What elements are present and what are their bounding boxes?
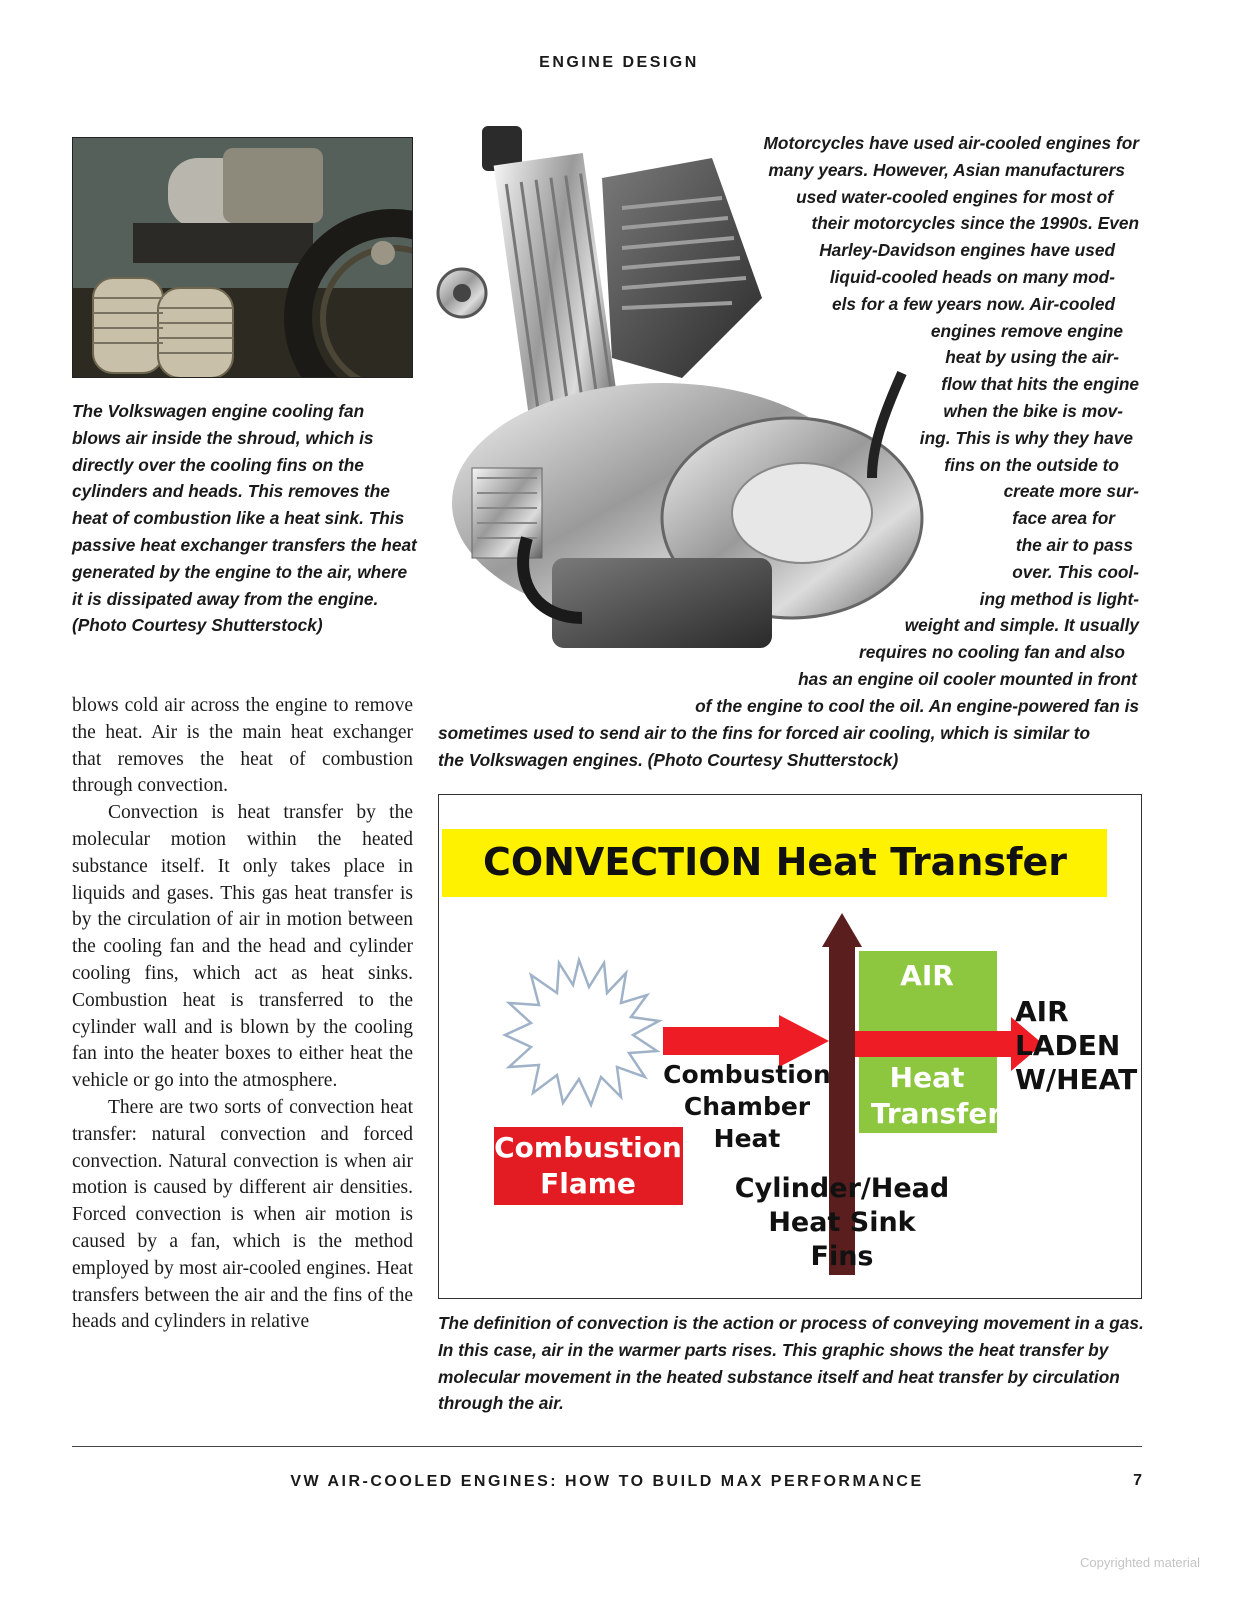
heat-arrow-2 (855, 1031, 1013, 1057)
caption-line: sometimes used to send air to the fins for forced air cooling, which is similar to (438, 723, 1091, 743)
heat-arrow-1 (663, 1027, 781, 1055)
caption-line: ing. This is why they have (919, 427, 1133, 448)
caption-line: fins on the outside to (944, 454, 1119, 475)
body-paragraph: There are two sorts of convection heat transfer: natural convection and forced convection. Natural convection is when air motion is caused by different air densities. Forced convection is when air motion is caused by a fan, which is the method employed by most air-cooled engines. Heat transfers between the air and the fins of the heads and cylinders in relative (72, 1096, 413, 1333)
caption-line: their motorcycles since the 1990s. Even (811, 213, 1139, 234)
sink-label-line: Fins (810, 1241, 874, 1272)
footer-book-title: VW AIR-COOLED ENGINES: HOW TO BUILD MAX PERFORMANCE (290, 1473, 924, 1490)
caption-line: of the engine to cool the oil. An engine-powered fan is (695, 695, 1139, 716)
transfer-label: Transfer (870, 1097, 1002, 1130)
flame-label-line: Flame (540, 1167, 636, 1200)
air-laden-line: W/HEAT (1015, 1063, 1138, 1096)
caption-line: flow that hits the engine (941, 374, 1139, 395)
caption-line: Motorcycles have used air-cooled engines for (763, 133, 1139, 153)
caption-line: the air to pass (1015, 534, 1133, 555)
air-box-label: AIR (900, 959, 954, 992)
caption-line: many years. However, Asian manufacturers (768, 159, 1125, 180)
caption-line: ing method is light- (979, 588, 1139, 609)
caption-line: used water-cooled engines for most of (796, 186, 1113, 207)
chamber-label-line: Heat (713, 1124, 781, 1153)
caption-line: has an engine oil cooler mounted in front (798, 668, 1137, 689)
motorcycle-caption-tail (438, 720, 1153, 774)
caption-line: heat by using the air- (945, 347, 1119, 368)
caption-line: requires no cooling fan and also (859, 642, 1125, 663)
vw-engine-illustration (73, 138, 413, 378)
body-paragraph: Convection is heat transfer by the molecular motion within the heated substance itself. It only takes place in liquids and gases. This gas heat transfer is by the circulation of air in motion between the cooling fan and the head and cylinder cooling fins, which act as heat sinks. Combustion heat is transferred to the cylinder wall and is blown by the cooling fan into the heater boxes to either heat the vehicle or go into the atmosphere. (72, 802, 413, 1092)
flame-label-line: Combustion (494, 1131, 682, 1164)
caption-line: create more sur- (1003, 481, 1139, 502)
air-laden-line: AIR (1015, 995, 1069, 1028)
motorcycle-caption (695, 130, 1139, 720)
running-head: ENGINE DESIGN (539, 54, 699, 71)
flame-burst-icon (505, 960, 659, 1105)
caption-line: liquid-cooled heads on many mod- (829, 266, 1115, 287)
heat-label: Heat (889, 1061, 965, 1094)
convection-diagram-graphic (439, 795, 1140, 1297)
chamber-label-line: Chamber (683, 1092, 811, 1121)
page-number: 7 (1133, 1472, 1142, 1489)
body-text-column (72, 693, 413, 1336)
caption-line: the Volkswagen engines. (Photo Courtesy Shutterstock) (438, 749, 899, 770)
footer-rule (72, 1446, 1142, 1447)
air-laden-line: LADEN (1015, 1029, 1121, 1062)
caption-line: els for a few years now. Air-cooled (832, 293, 1115, 314)
caption-line: weight and simple. It usually (904, 615, 1139, 636)
caption-line: engines remove engine (930, 320, 1123, 341)
chamber-label-line: Combustion (663, 1060, 831, 1089)
vw-engine-photo (72, 137, 413, 378)
caption-line: when the bike is mov- (943, 400, 1123, 421)
body-paragraph: blows cold air across the engine to remove the heat. Air is the main heat exchanger that removes the heat of combustion through convection. (72, 695, 413, 797)
copyright-watermark: Copyrighted material (1080, 1555, 1200, 1570)
sink-label-line: Heat Sink (768, 1207, 916, 1238)
convection-diagram (438, 794, 1142, 1299)
caption-line: face area for (1012, 508, 1115, 529)
convection-caption: The definition of convection is the action or process of conveying movement in a gas. In this case, air in the warmer parts rises. This graphic shows the heat transfer by molecular movement in the heated substance itself and heat transfer by circulation through the air. (438, 1313, 1144, 1414)
vw-fan-caption: The Volkswagen engine cooling fan blows air inside the shroud, which is directly over the cooling fins on the cylinders and heads. This removes the heat of combustion like a heat sink. This passive heat exchanger transfers the heat generated by the engine to the air, where it is dissipated away from the engine. (Photo Courtesy Shutterstock) (72, 401, 417, 636)
sink-label-line: Cylinder/Head (734, 1173, 950, 1204)
caption-line: over. This cool- (1012, 561, 1139, 582)
rising-air-arrow-head (822, 913, 862, 947)
caption-line: Harley-Davidson engines have used (819, 240, 1115, 261)
diagram-title: CONVECTION Heat Transfer (482, 840, 1068, 884)
